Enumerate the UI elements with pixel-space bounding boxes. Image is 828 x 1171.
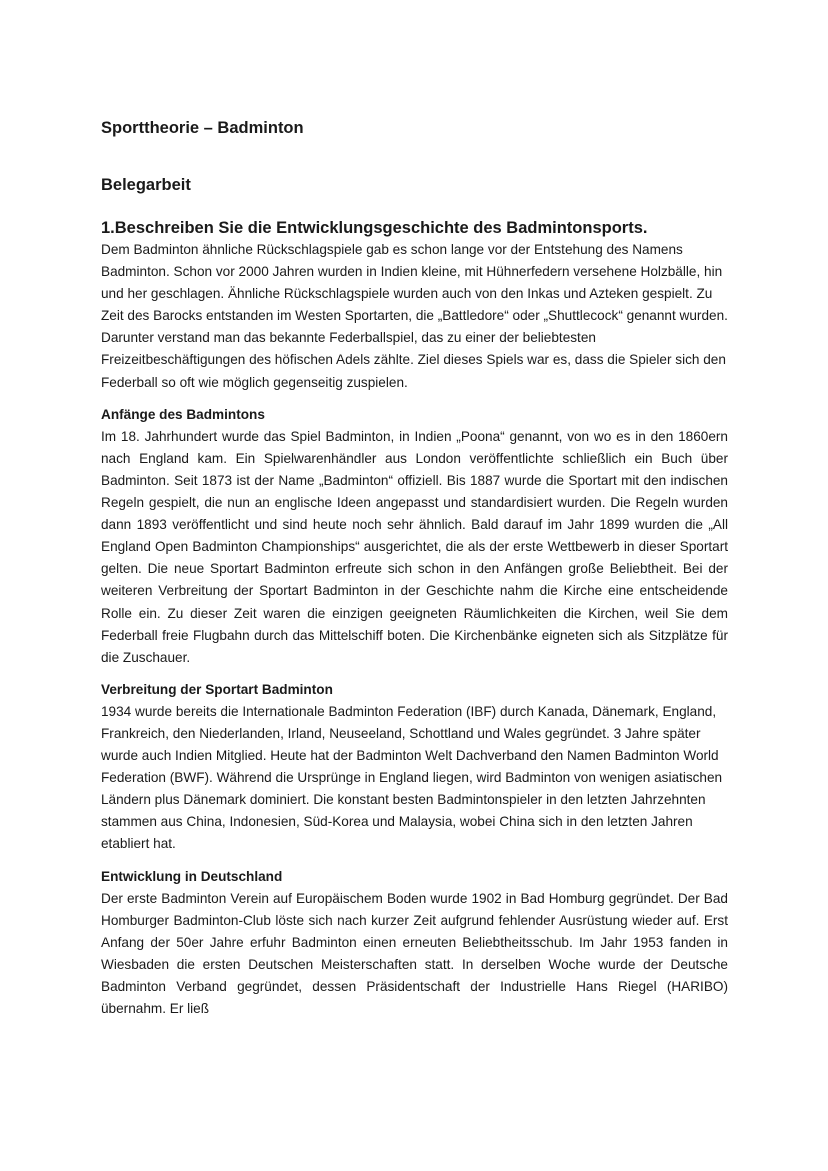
section-text-deutschland: Der erste Badminton Verein auf Europäischem Boden wurde 1902 in Bad Homburg gegründet. Der Bad Homburger Badminton-Club löste sich nach kurzer Zeit aufgrund fehlender Ausrüstung wieder auf. Erst Anfang der 50er Jahre erfuhr Badminton einen erneuten Beliebtheitsschub. Im Jahr 1953 fanden in Wiesbaden die ersten Deutschen Meisterschaften statt. In derselben Woche wurde der Deutsche Badminton Verband gegründet, dessen Präsidentschaft der Industrielle Hans Riegel (HARIBO) übernahm. Er ließ <box>101 890 728 1017</box>
section-heading-verbreitung: Verbreitung der Sportart Badminton <box>101 681 333 697</box>
section-text-anfaenge: Im 18. Jahrhundert wurde das Spiel Badminton, in Indien „Poona“ genannt, von wo es in den 1860ern nach England kam. Ein Spielwarenhändler aus London veröffentlichte schließlich ein Buch über Badminton. Seit 1873 ist der Name „Badminton“ offiziell. Bis 1887 wurde die Sportart mit den indischen Regeln gespielt, die nun an englische Ideen angepasst und standardisiert wurden. Die Regeln wurden dann 1893 veröffentlicht und sind heute noch sehr ähnlich. Bald darauf im Jahr 1899 wurden die „All England Open Badminton Championships“ ausgerichtet, die als der erste Wettbewerb in dieser Sportart gelten. Die neue Sportart Badminton erfreute sich schon in den Anfängen große Beliebtheit. Bei der weiteren Verbreitung der Sportart Badminton in der Geschichte nahm die Kirche eine entscheidende Rolle ein. Zu dieser Zeit waren die einzigen geeigneten Räumlichkeiten die Kirchen, weil Sie dem Federball freie Flugbahn durch das Mittelschiff boten. Die Kirchenbänke eigneten sich als Sitzplätze für die Zuschauer. <box>101 428 728 665</box>
question-heading: 1.Beschreiben Sie die Entwicklungsgeschichte des Badmintonsports. <box>101 219 648 237</box>
intro-paragraph: Dem Badminton ähnliche Rückschlagspiele gab es schon lange vor der Entstehung des Namens Badminton. Schon vor 2000 Jahren wurden in Indien kleine, mit Hühnerfedern versehene Holzbälle, hin und her geschlagen. Ähnliche Rückschlagspiele wurden auch von den Inkas und Azteken gespielt. Zu Zeit des Barocks entstanden im Westen Sportarten, die „Battledore“ oder „Shuttlecock“ genannt wurden. Darunter verstand man das bekannte Federballspiel, das zu einer der beliebtesten Freizeitbeschäftigungen des höfischen Adels zählte. Ziel dieses Spiels war es, dass die Spieler sich den Federball so oft wie möglich gegenseitig zuspielen. <box>101 242 728 390</box>
document-subtitle: Belegarbeit <box>101 176 191 194</box>
document-body <box>101 217 728 1020</box>
section-text-verbreitung: 1934 wurde bereits die Internationale Badminton Federation (IBF) durch Kanada, Dänemark, England, Frankreich, den Niederlanden, Irland, Neuseeland, Schottland und Wales gegründet. 3 Jahre später wurde auch Indien Mitglied. Heute hat der Badminton Welt Dachverband den Namen Badminton World Federation (BWF). Während die Ursprünge in England liegen, wird Badminton von wenigen asiatischen Ländern plus Dänemark dominiert. Die konstant besten Badmintonspieler in den letzten Jahrzehnten stammen aus China, Indonesien, Süd-Korea und Malaysia, wobei China sich in den letzten Jahren etabliert hat. <box>101 703 723 852</box>
section-heading-anfaenge: Anfänge des Badmintons <box>101 406 265 422</box>
section-heading-deutschland: Entwicklung in Deutschland <box>101 868 283 884</box>
document-title: Sporttheorie – Badminton <box>101 119 304 137</box>
